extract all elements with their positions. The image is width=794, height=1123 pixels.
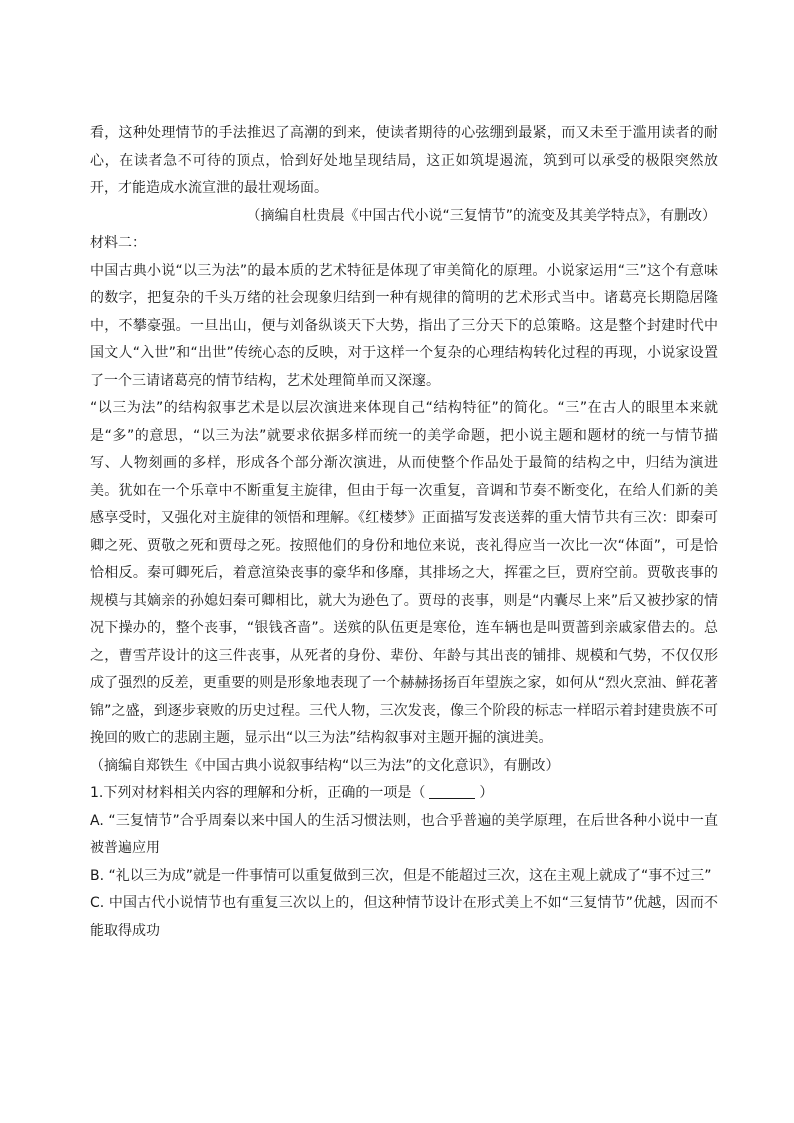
material2-source: （摘编自郑铁生《中国古典小说叙事结构“以三为法”的文化意识》，有删改） (90, 757, 560, 774)
material2-paragraph-1: 中国古典小说“以三为法”的最本质的艺术特征是体现了审美简化的原理。小说家运用“三”这个有意味的数字，把复杂的千头万绪的社会现象归结到一种有规律的简明的艺术形式当中。诸葛亮长期隐居隆中，不攀豪强。一旦出山，便与刘备纵谈天下大势，指出了三分天下的总策略。这是整个封建时代中国文人“入世”和“出世”传统心态的反映，对于这样一个复杂的心理结构转化过程的再现，小说家设置了一个三请诸葛亮的情节结构，艺术处理简单而又深邃。 (90, 262, 718, 389)
question-1-stem-close: ） (479, 785, 494, 801)
question-1-option-b: B. “礼以三为成”就是一件事情可以重复做到三次，但是不能超过三次，这在主观上就成了“事不过三” (90, 867, 712, 884)
material1-tail-paragraph: 看，这种处理情节的手法推迟了高潮的到来，使读者期待的心弦绷到最紧，而又未至于滥用读者的耐心，在读者急不可待的顶点，恰到好处地呈现结局，这正如筑堤遏流，筑到可以承受的极限突然放开，才能造成水流宣泄的最壮观场面。 (90, 125, 718, 196)
question-1-stem (90, 780, 718, 808)
question-1-option-c: C. 中国古代小说情节也有重复三次以上的，但这种情节设计在形式美上不如“三复情节”优越，因而不能取得成功 (90, 895, 718, 939)
answer-blank[interactable] (429, 784, 475, 799)
question-1-stem-text: 1.下列对材料相关内容的理解和分析，正确的一项是（ (90, 785, 426, 801)
material2-paragraph-2: “以三为法”的结构叙事艺术是以层次演进来体现自己“结构特征”的简化。“三”在古人的眼里本来就是“多”的意思，“以三为法”就要求依据多样而统一的美学命题，把小说主题和题材的统一与情节描写、人物刻画的多样，形成各个部分渐次演进，从而使整个作品处于最简的结构之中，归结为演进美。犹如在一个乐章中不断重复主旋律，但由于每一次重复，音调和节奏不断变化，在给人们新的美感享受时，又强化对主旋律的领悟和理解。《红楼梦》正面描写发丧送葬的重大情节共有三次：即秦可卿之死、贾敬之死和贾母之死。按照他们的身份和地位来说，丧礼得应当一次比一次“体面”，可是恰恰相反。秦可卿死后，着意渲染丧事的豪华和侈靡，其排场之大，挥霍之巨，贾府空前。贾敬丧事的规模与其嫡亲的孙媳妇秦可卿相比，就大为逊色了。贾母的丧事，则是“内囊尽上来”后又被抄家的情况下操办的，整个丧事，“银钱吝啬”。送殡的队伍更是寒伧，连车辆也是叫贾蔷到亲戚家借去的。总之，曹雪芹设计的这三件丧事，从死者的身份、辈份、年龄与其出丧的铺排、规模和气势，不仅仅形成了强烈的反差，更重要的则是形象地表现了一个赫赫扬扬百年望族之家，如何从“烈火烹油、鲜花著锦”之盛，到逐步衰败的历史过程。三代人物，三次发丧，像三个阶段的标志一样昭示着封建贵族不可挽回的败亡的悲剧主题，显示出“以三为法”结构叙事对主题开掘的演进美。 (90, 400, 718, 746)
material1-source: （摘编自杜贵晨《中国古代小说“三复情节”的流变及其美学特点》，有删改） (246, 207, 716, 224)
question-1-option-a: A. “三复情节”合乎周秦以来中国人的生活习惯法则，也合乎普遍的美学原理，在后世各种小说中一直被普遍应用 (90, 812, 718, 856)
document-page (90, 120, 718, 945)
material2-heading: 材料二： (90, 235, 146, 251)
